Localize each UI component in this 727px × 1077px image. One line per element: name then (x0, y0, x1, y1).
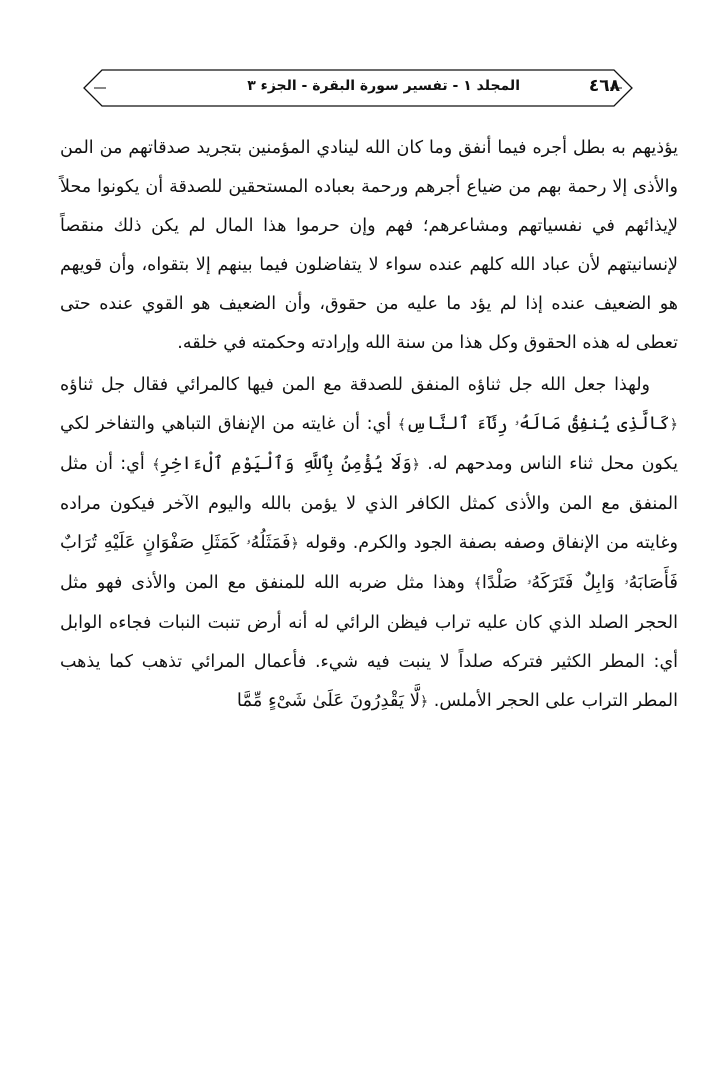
ayah-bracket-close: ﴾ (152, 457, 161, 474)
body-text (60, 129, 678, 722)
quran-verse-2: وَلَا يُؤْمِنُ بِٱللَّهِ وَٱلْيَوْمِ ٱلْءَاخِرِ (160, 453, 412, 475)
text-run: أي: أن مثل المنفق مع المن والأذى كمثل الكافر الذي لا يؤمن بالله واليوم الآخر فيكون مراده وغايته من الإنفاق وصفه بصفة الجود والكرم. وقوله (60, 454, 678, 554)
ayah-bracket-open: ﴿ (420, 693, 429, 710)
ayah-bracket-close: ﴾ (473, 575, 482, 592)
text-run: أي: أن غايته من الإنفاق التباهي والتفاخر لكي يكون محل ثناء الناس ومدحهم له. (60, 414, 679, 475)
ayah-bracket-open: ﴿ (669, 417, 678, 434)
running-title: المجلد ١ - تفسير سورة البقرة - الجزء ٣ (247, 78, 520, 94)
paragraph-1: يؤذيهم به بطل أجره فيما أنفق وما كان الله لينادي المؤمنين بتجريد صدقاتهم من المن والأذى إلا رحمة بهم من ضياع أجرهم ورحمة بعباده المستحقين للصدقة أن يكونوا محلاً لإيذائهم في نفسياتهم ومشاعرهم؛ فهم وإن حرموا هذا المال لم يكن ذلك منقصاً لإنسانيتهم لأن عباد الله كلهم عنده سواء لا يتفاضلون فيما بينهم إلا بتقواه، وأن قويهم هو الضعيف عنده إذا لم يؤد ما عليه من حقوق، وأن الضعيف هو القوي عنده حتى تعطى له هذه الحقوق وكل هذا من سنة الله وإرادته وحكمته في خلقه. (60, 138, 678, 353)
text-run: ولهذا جعل الله جل ثناؤه المنفق للصدقة مع المن فيها كالمرائي فقال جل ثناؤه (60, 375, 650, 396)
running-header (88, 70, 628, 106)
ayah-bracket-open: ﴿ (290, 536, 299, 553)
page-number: ٤٦٨ (588, 76, 620, 96)
paragraph-2 (60, 366, 678, 721)
quran-verse-3: فَمَثَلُهُۥ كَمَثَلِ صَفْوَانٍ عَلَيْهِ تُرَابٌ فَأَصَابَهُۥ وَابِلٌ فَتَرَكَهُۥ صَلْدًا (60, 532, 678, 593)
quran-verse-4: لَّا يَقْدِرُونَ عَلَىٰ شَىْءٍ مِّمَّا (236, 689, 421, 711)
text-run: وهذا مثل ضربه الله للمنفق مع المن والأذى فهو مثل الحجر الصلد الذي كان عليه تراب فيظن الرائي له أنه أرض تنبت النبات فجاءه الوابل أي: المطر الكثير فتركه صلداً لا ينبت فيه شيء. فأعمال المرائي تذهب كما يذهب المطر التراب على الحجر الأملس. (60, 572, 678, 711)
ayah-bracket-open: ﴿ (411, 457, 420, 474)
quran-verse-1: كَالَّذِى يُنفِقُ مَالَهُۥ رِئَآءَ ٱلنَّاسِ (405, 413, 670, 435)
ayah-bracket-close: ﴾ (397, 417, 406, 434)
